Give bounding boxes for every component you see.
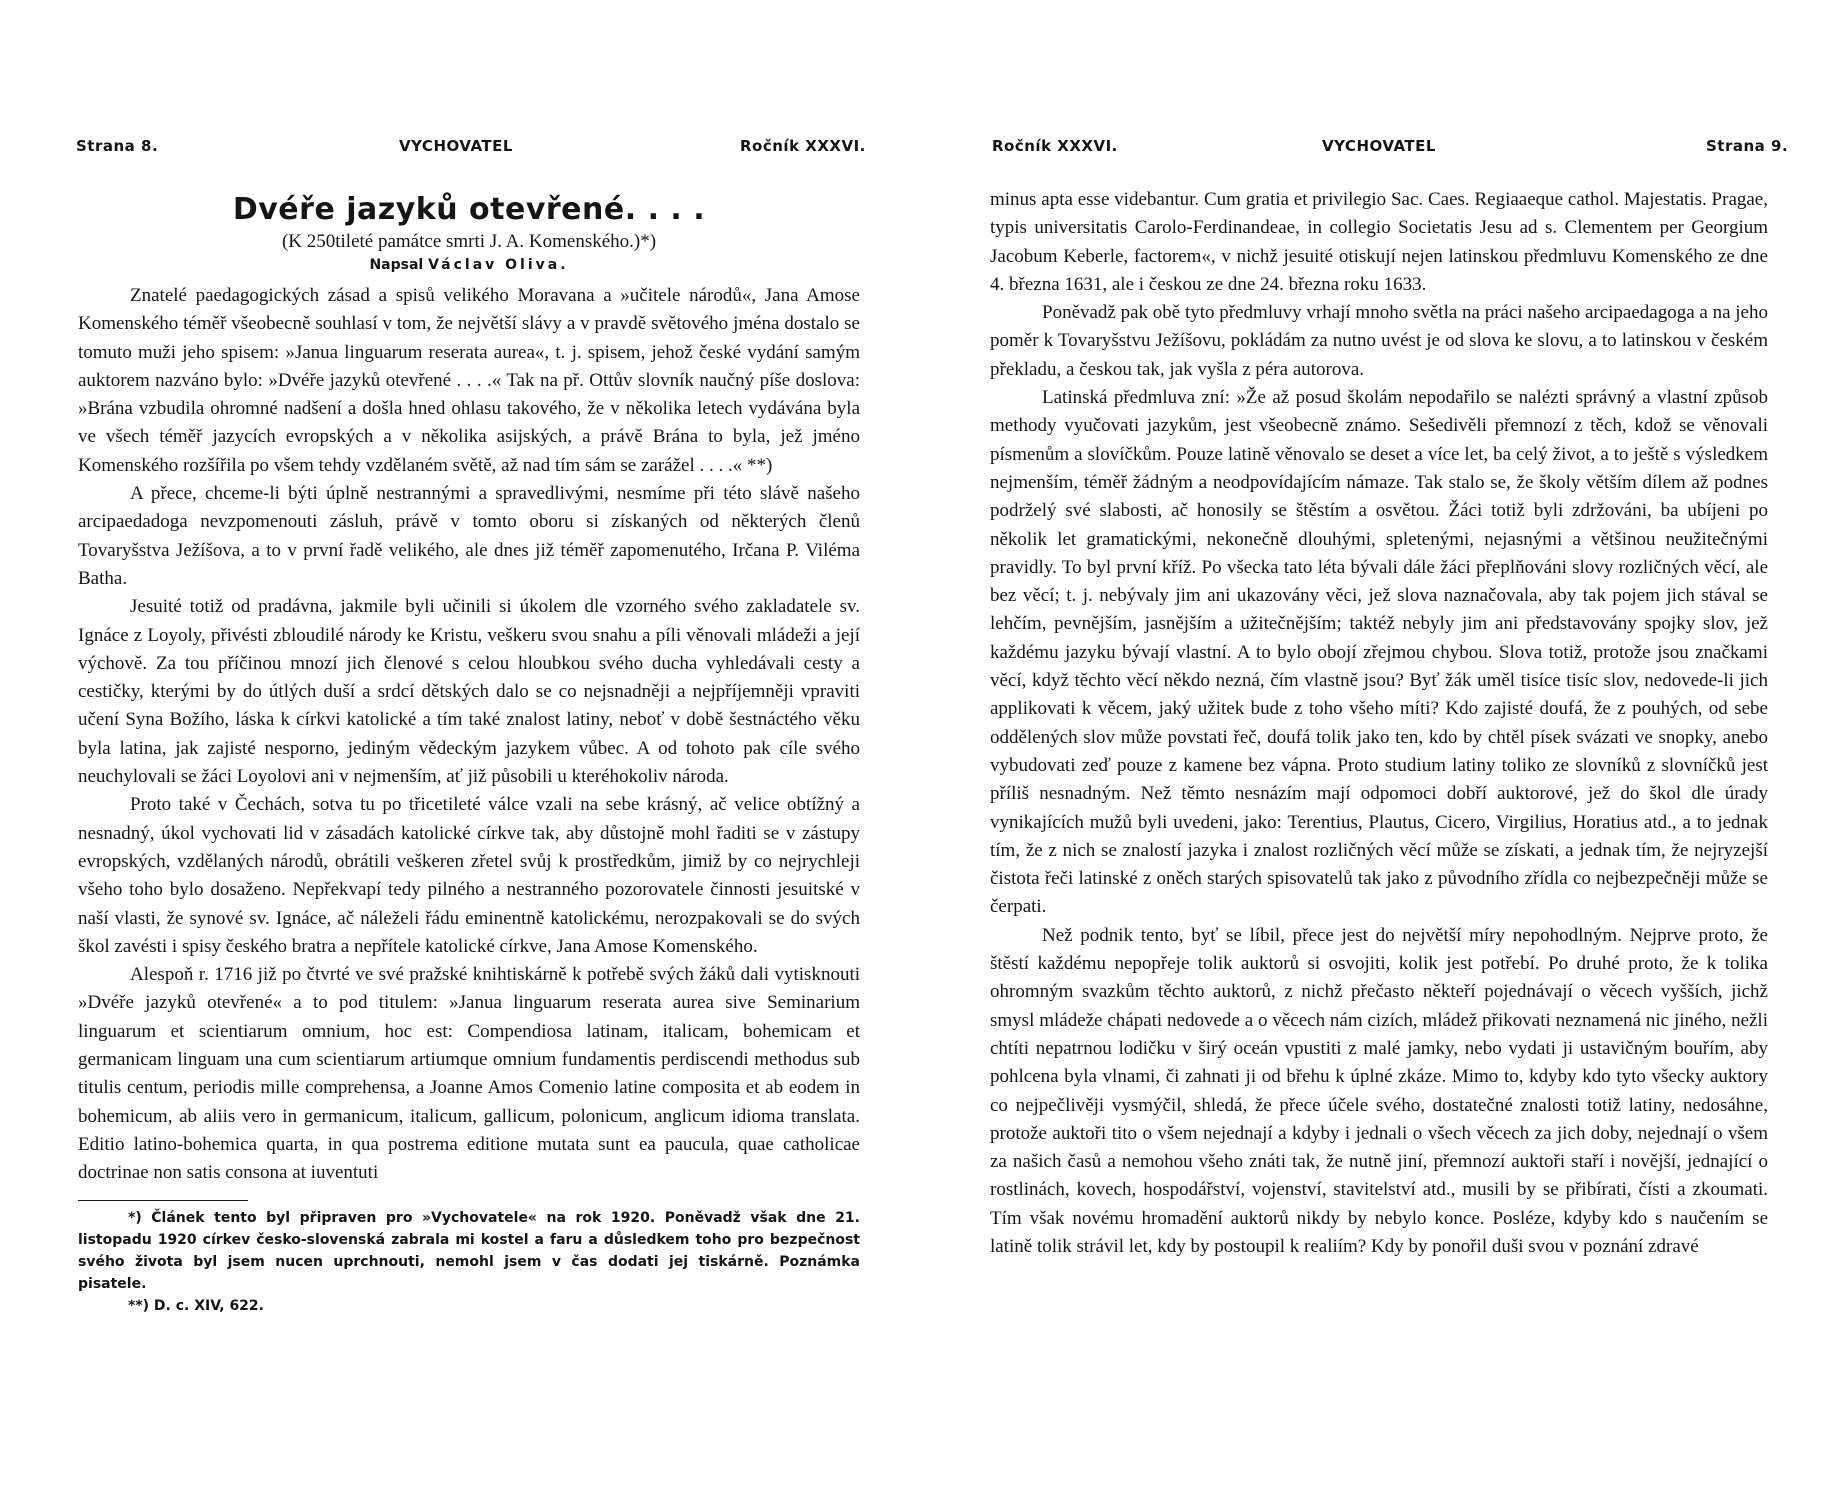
left-column [78,190,860,1317]
footnote: *) Článek tento byl připraven pro »Vychovatele« na rok 1920. Poněvadž však dne 21. listopadu 1920 církev česko-slovenská zabrala mi kostel a faru a důsledkem toho pro bezpečnost svého života byl jsem nucen uprchnouti, nemohl jsem v čas dodati jej tiskárně. Poznámka pisatele. [78,1209,860,1292]
page-number-right: Strana 9. [1706,137,1789,155]
author-prefix: Napsal [369,257,424,273]
paragraph: Proto také v Čechách, sotva tu po třicetileté válce vzali na sebe krásný, ač velice obtížný a nesnadný, úkol vychovati lid v zásadách katolické církve tak, aby důstojně mohl řaditi se v zástupy evropských, vzdělaných národů, obrátili veškeren zřetel svůj k prostředkům, jimiž by co nejrychleji všeho toho bylo dosaženo. Nepřekvapí tedy pilného a nestranného pozorovatele činnosti jesuitské v naší vlasti, že synové sv. Ignáce, ač náleželi řádu eminentně katolickému, nerozpakovali se do svých škol zavésti i spisy českého bratra a nepřítele katolické církve, Jana Amose Komenského. [78,794,860,957]
footnote: **) D. c. XIV, 622. [128,1297,264,1314]
paragraph: Latinská předmluva zní: »Že až posud školám nepodařilo se nalézti správný a vlastní způsob methody vyučovati jazykům, jest všeobecně známo. Sešedivěli přemnozí z těch, kdož se věnovali písmenům a slovíčkům. Pouze latině věnovalo se deset a více let, ba celý život, a to ještě s výsledkem nejmenším, téměř žádným a neodpovídajícím námaze. Tak stalo se, že školy větším dílem až podnes podrželý své slabosti, ač honosily se štěstím a osvětou. Žáci totiž byli zdržováni, ba ubíjeni po několik let gramatickými, nekonečně dlouhými, spletenými, nejasnými a většinou neužitečnými pravidly. To byl první kříž. Po všecka tato léta bývali dále žáci přeplňováni slovy rozličných věcí, ale bez věcí; t. j. nebývaly jim ani ukazovány věci, jež slova naznačovala, aby tak pojem jich stával se lehčím, pevnějším, jasnějším a užitečnějším; taktéž nebyly jim ani představovány spojky slov, jež každému jazyku bývají vlastní. A to bylo obojí zřejmou chybou. Slova totiž, protože jsou značkami věcí, když těchto věcí někdo nezná, čím vlastně jsou? Byť žák uměl tisíce tisíc slov, nedovede-li jich applikovati k věcem, jaký užitek bude z toho všeho míti? Kdo zajisté doufá, že z pouhých, od sebe oddělených slov může povstati řeč, doufá tolik jako ten, kdo by chtěl písek svázati ve snopky, anebo vybudovati zeď pouze z kamene bez vápna. Proto studium latiny toliko ze slovníků z slovníčků jest příliš nesnadným. Než těmto nesnázím mají odpomoci dobří auktorové, jež do škol dle úrady vynikajících mužů byli uvedeni, jako: Terentius, Plautus, Cicero, Virgilius, Horatius atd., a to jednak tím, že z nich se znalostí jazyka i znalost rozličných věcí může se získati, a jednak tím, že nejryzejší čistota řeči latinské z oněch starých spisovatelů tak jako z původního zřídla co nejbezpečněji může se čerpati. [990,387,1768,918]
paragraph: Než podnik tento, byť se líbil, přece jest do největší míry nepohodlným. Nejprve proto, že štěstí každému nepopřeje tolik auktorů si osvojiti, kolik jest potřebí. Po druhé proto, že k tolika ohromným svazkům těchto auktorů, z nichž přečasto někteří pojednávají o věcech vyšších, jichž smysl mládeže chápati nedovede a o věcech nám cizích, mládež přikovati neznamená nic jiného, nežli chtíti nepatrnou lodičku v širý oceán vpustiti z malé jamky, nebo vydati ji ustavičným bouřím, aby pohlcena byla vlnami, či zahnati ji od břehu k úplné zkáze. Mimo to, kdyby kdo tyto všecky auktory co nejpečlivěji vysmýčil, shledá, že přece účele svého, dostatečné znalosti totiž latiny, nedosáhne, protože auktoři tito o všem nejednají a kdyby i jednali o všech věcech za jich doby, nejednají o všem za našich časů a nemohou všeho znáti tak, že nutně jiní, přemnozí auktoři staří i novější, jednající o rostlinách, kovech, hospodářství, vojenství, stavitelství atd., musili by se přibírati, čísti a zkoumati. Tím však novému hromadění auktorů nikdy by nebylo konce. Posléze, kdyby kdo s naučením se latině tolik strávil let, kdy by postoupil k realiím? Kdy by ponořil duši svou v poznání zdravé [990,924,1768,1257]
paragraph: Znatelé paedagogických zásad a spisů velikého Moravana a »učitele národů«, Jana Amose Komenského téměř všeobecně souhlasí v tom, že největší slávy a v pravdě světového jména dostalo se tomuto muži jeho spisem: »Janua linguarum reserata aurea«, t. j. spisem, jehož české vydání samým auktorem nazváno bylo: »Dvéře jazyků otevřené . . . .« Tak na př. Ottův slovník naučný píše doslova: »Brána vzbudila ohromné nadšení a došla hned ohlasu takového, že v několika letech vydávána byla ve všech téměř jazycích evropských a v několika asijských, a právě Brána to byla, jež jméno Komenského rozšířila po všem tehdy vzdělaném světě, až nad tím sám se zarážel . . . .« **) [78,285,860,476]
right-page [920,0,1840,1500]
footnote-divider [78,1200,248,1201]
paragraph: Poněvadž pak obě tyto předmluvy vrhají mnoho světla na práci našeho arcipaedagoga a na jeho poměr k Tovaryšstvu Ježíšovu, pokládám za nutno uvést je od slova ke slovu, a to latinskou v českém překladu, a českou tak, jak vyšla z péra autorova. [990,302,1768,380]
running-title-left: VYCHOVATEL [399,137,513,155]
article-title: Dvéře jazyků otevřené. . . . [232,192,706,227]
paragraph: Alespoň r. 1716 již po čtvrté ve své pražské knihtiskárně k potřebě svých žáků dali vytisknouti »Dvéře jazyků otevřené« a to pod titulem: »Janua linguarum reserata aurea sive Seminarium linguarum et scientiarum omnium, hoc est: Compendiosa latinam, italicam, bohemicam et germanicam linguam una cum scientiarum artiumque omnium fundamentis perdiscendi methodus sub titulis centum, periodis mille comprehensa, a Joanne Amos Comenio latine composita et ab eodem in bohemicum, ab aliis vero in germanicum, italicum, gallicum, polonicum, anglicum idioma translata. Editio latino-bohemica quarta, in qua postrema editione mutata sunt ea paucula, quae catholicae doctrinae non satis consona at iuventuti [78,964,860,1184]
article-subtitle: (K 250tileté památce smrti J. A. Komenského.)*) [281,231,657,252]
volume-label-right: Ročník XXXVI. [992,137,1118,155]
volume-label-left: Ročník XXXVI. [740,137,866,155]
paragraph-continued: minus apta esse videbantur. Cum gratia et privilegio Sac. Caes. Regiaaeque cathol. Majestatis. Pragae, typis universitatis Carolo-Ferdinandeae, in collegio Societatis Jesu ad s. Clementem per Georgium Jacobum Keberle, factorem«, v nichž jesuité otiskují nejen latinskou předmluvu Komenského ze dne 4. března 1631, ale i českou ze dne 24. března roku 1633. [990,189,1768,295]
paragraph: A přece, chceme-li býti úplně nestrannými a spravedlivými, nesmíme při této slávě našeho arcipaedadoga nevzpomenouti zásluh, právě v tomto oboru si získaných od některých členů Tovaryšstva Ježíšova, a to v první řadě velikého, ale dnes již téměř zapomenutého, Irčana P. Viléma Batha. [78,483,860,589]
paragraph: Jesuité totiž od pradávna, jakmile byli učinili si úkolem dle vzorného svého zakladatele sv. Ignáce z Loyoly, přivésti zbloudilé národy ke Kristu, veškeru svou snahu a píli věnovali mládeži a její výchově. Za tou příčinou mnozí jich členové s celou hloubkou svého ducha vyhledávali cesty a cestičky, kterými by do útlých duší a srdcí dětských dalo se co nejsnadněji a nejpříjemněji vpraviti učení Syna Božího, láska k církvi katolické a tím také znalost latiny, neboť v době šestnáctého věku byla latina, jak zajisté nesporno, jediným vědeckým jazykem vůbec. A od tohoto pak cíle svého neuchylovali se žáci Loyolovi ani v nejmenším, ať již působili u kteréhokoliv národa. [78,596,860,788]
page-number-left: Strana 8. [76,137,159,155]
running-title-right: VYCHOVATEL [1322,137,1436,155]
right-column [990,186,1768,1261]
author-name: Václav Oliva. [428,257,569,273]
author-line [78,254,860,276]
